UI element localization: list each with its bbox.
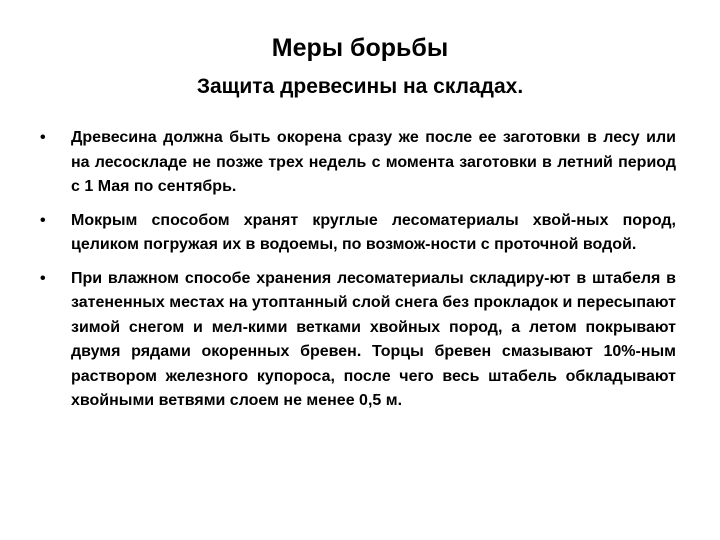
bullet-text: Мокрым способом хранят круглые лесоматериалы хвой-ных пород, целиком погружая их в водоемы, по возмож-ности с проточной водой.	[71, 211, 676, 253]
bullet-item	[40, 126, 676, 200]
bullet-icon: •	[40, 129, 46, 146]
bullet-text: При влажном способе хранения лесоматериалы складиру-ют в штабеля в затененных местах на утоптанный слой снега без прокладок и пересыпают зимой снегом и мел-кими ветками хвойных пород, а летом покрывают двумя рядами окоренных бревен. Торцы бревен смазывают 10%-ным раствором железного купороса, после чего весь штабель обкладывают хвойными ветвями слоем не менее 0,5 м.	[71, 269, 676, 409]
bullet-item	[40, 209, 676, 258]
bullet-icon: •	[40, 211, 46, 229]
slide-title: Меры борьбы	[271, 34, 449, 62]
bullet-item	[40, 267, 676, 414]
slide-subtitle: Защита древесины на складах.	[196, 75, 524, 98]
bullet-text: Древесина должна быть окорена сразу же после ее заготовки в лесу или на лесоскладе не позже трех недель с момента заготовки в летний период с 1 Мая по сентябрь.	[71, 129, 676, 195]
bullet-icon: •	[40, 269, 46, 287]
bullet-list	[40, 126, 676, 423]
